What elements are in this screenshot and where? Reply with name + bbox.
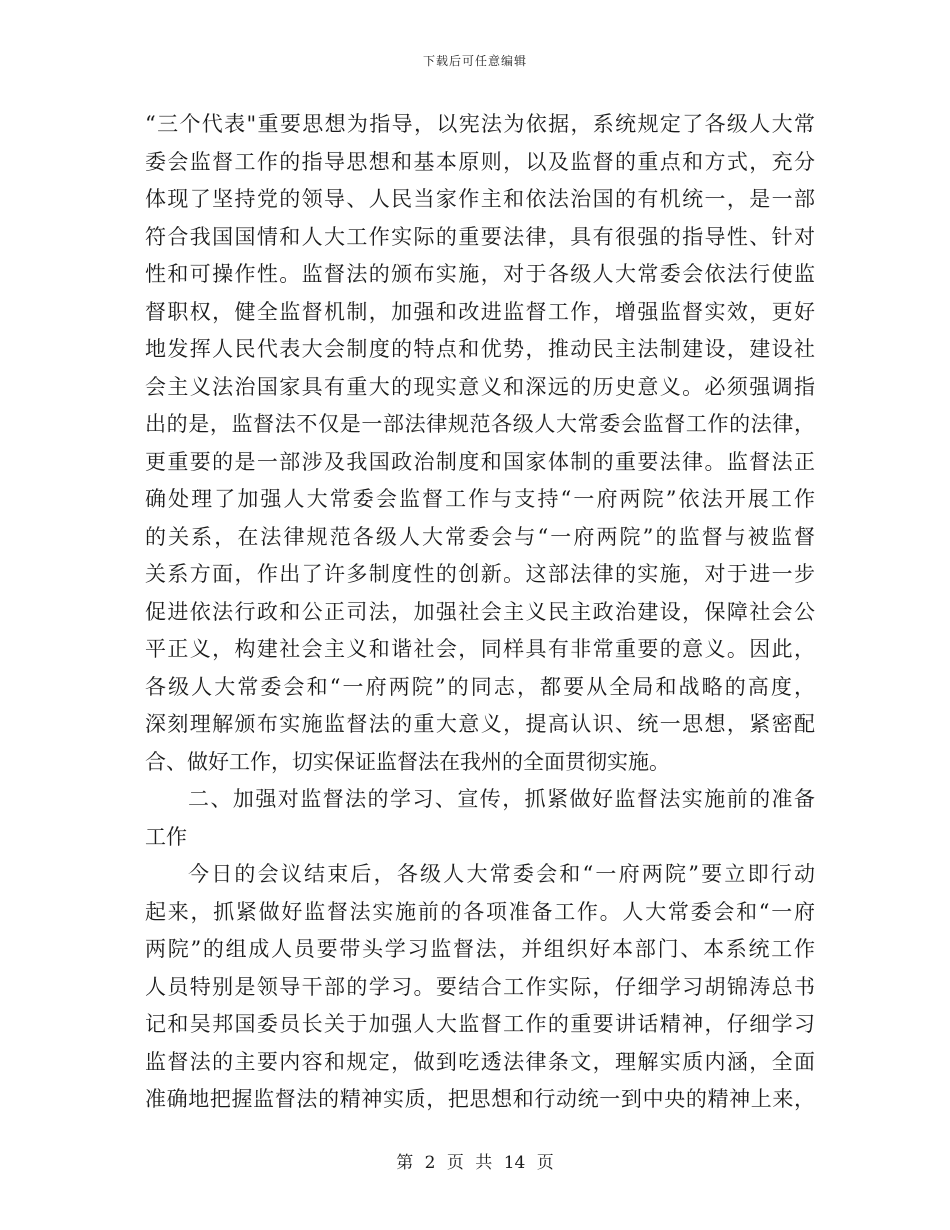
text-line: 记和吴邦国委员长关于加强人大监督工作的重要讲话精神，仔细学习	[145, 1012, 815, 1036]
text-line: 的关系，在法律规范各级人大常委会与“一府两院”的监督与被监督	[145, 524, 815, 549]
text-line: 确处理了加强人大常委会监督工作与支持“一府两院”依法开展工作	[145, 487, 815, 511]
text-line: 监督法的主要内容和规定，做到吃透法律条文，理解实质内涵，全面	[145, 1049, 815, 1074]
page-number: 第 2 页 共 14 页	[396, 1153, 554, 1173]
text-line: 督职权，健全监督机制，加强和改进监督工作，增强监督实效，更好	[145, 299, 815, 324]
text-line: 准确地把握监督法的精神实质，把思想和行动统一到中央的精神上来，	[145, 1087, 815, 1111]
text-line: 平正义，构建社会主义和谐社会，同样具有非常重要的意义。因此，	[145, 637, 815, 661]
text-line: 更重要的是一部涉及我国政治制度和国家体制的重要法律。监督法正	[145, 449, 815, 474]
section-heading-line: 工作	[145, 824, 187, 849]
text-line: 今日的会议结束后，各级人大常委会和“一府两院”要立即行动	[188, 862, 815, 886]
text-line: 符合我国国情和人大工作实际的重要法律，具有很强的指导性、针对	[145, 224, 815, 249]
text-line: 出的是，监督法不仅是一部法律规范各级人大常委会监督工作的法律，	[145, 412, 815, 436]
text-line: 性和可操作性。监督法的颁布实施，对于各级人大常委会依法行使监	[145, 262, 815, 286]
text-line: “三个代表"重要思想为指导，以宪法为依据，系统规定了各级人大常	[145, 112, 815, 136]
text-line: 两院”的组成人员要带头学习监督法，并组织好本部门、本系统工作	[145, 937, 815, 961]
text-line: 地发挥人民代表大会制度的特点和优势，推动民主法制建设，建设社	[145, 337, 815, 361]
document-body	[145, 106, 815, 1119]
text-line: 人员特别是领导干部的学习。要结合工作实际，仔细学习胡锦涛总书	[145, 974, 815, 999]
text-line: 合、做好工作，切实保证监督法在我州的全面贯彻实施。	[145, 749, 670, 774]
text-line: 体现了坚持党的领导、人民当家作主和依法治国的有机统一，是一部	[145, 187, 815, 211]
text-line: 委会监督工作的指导思想和基本原则，以及监督的重点和方式，充分	[145, 149, 815, 174]
text-line: 会主义法治国家具有重大的现实意义和深远的历史意义。必须强调指	[145, 374, 815, 399]
page-header-note: 下载后可任意编辑	[422, 54, 527, 68]
text-line: 深刻理解颁布实施监督法的重大意义，提高认识、统一思想，紧密配	[145, 712, 815, 736]
text-line: 各级人大常委会和“一府两院”的同志，都要从全局和战略的高度，	[145, 674, 815, 699]
section-heading-line: 二、加强对监督法的学习、宣传，抓紧做好监督法实施前的准备	[188, 787, 815, 811]
text-line: 促进依法行政和公正司法，加强社会主义民主政治建设，保障社会公	[145, 599, 815, 624]
text-line: 起来，抓紧做好监督法实施前的各项准备工作。人大常委会和“一府	[145, 899, 815, 924]
text-line: 关系方面，作出了许多制度性的创新。这部法律的实施，对于进一步	[145, 562, 815, 586]
